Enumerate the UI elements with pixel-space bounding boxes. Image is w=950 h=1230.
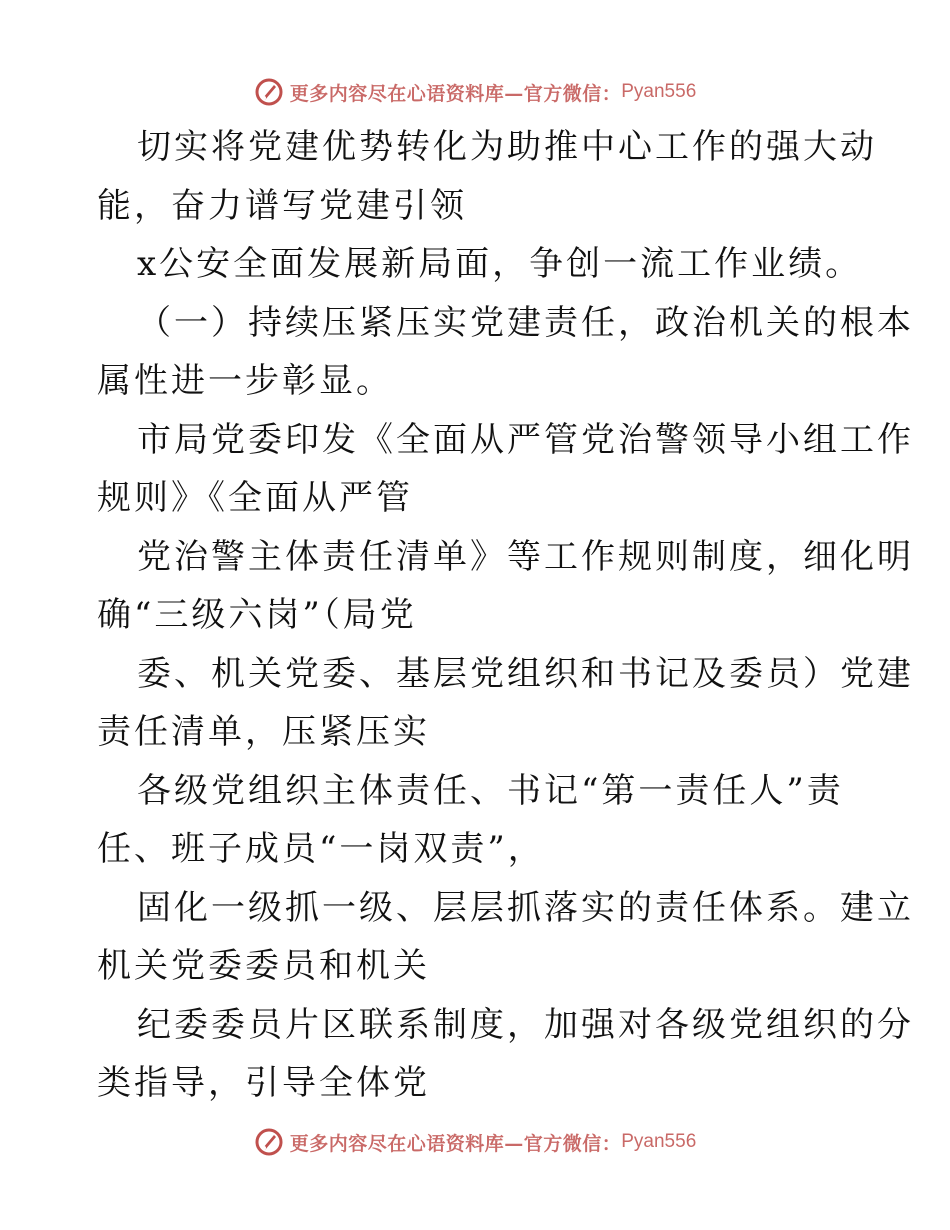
- footer-watermark: [0, 1122, 950, 1162]
- watermark-id: Pyan556: [621, 1131, 697, 1152]
- text-line: 责任清单，压紧压实: [97, 712, 430, 752]
- text-line: 任、班子成员“一岗双责”，: [97, 829, 545, 869]
- text-line: 能，奋力谱写党建引领: [97, 185, 467, 226]
- watermark-text: 更多内容尽在心语资料库—官方微信：: [289, 1132, 622, 1155]
- text-line: 切实将党建优势转化为助推中心工作的强大动: [137, 127, 877, 167]
- text-line: 纪委委员片区联系制度，加强对各级党组织的分: [137, 1004, 914, 1045]
- text-line: 机关党委委员和机关: [97, 946, 430, 986]
- text-line: （一）持续压紧压实党建责任，政治机关的根本: [137, 302, 914, 343]
- document-body: [97, 118, 914, 1113]
- text-line: 委、机关党委、基层党组织和书记及委员）党建: [137, 653, 914, 694]
- text-line: 党治警主体责任清单》等工作规则制度，细化明: [137, 536, 914, 577]
- text-line: 规则》《全面从严管: [97, 478, 413, 518]
- watermark-text: 更多内容尽在心语资料库—官方微信：: [289, 82, 622, 105]
- text-line: 类指导，引导全体党: [97, 1063, 430, 1103]
- watermark-id: Pyan556: [621, 81, 697, 102]
- header-watermark: [0, 72, 950, 112]
- text-line: 各级党组织主体责任、书记“第一责任人”责: [137, 770, 844, 811]
- quill-logo-icon: [254, 1127, 284, 1157]
- text-line: x公安全面发展新局面，争创一流工作业绩。: [137, 244, 863, 284]
- quill-logo-icon: [254, 77, 284, 107]
- text-line: 市局党委印发《全面从严管党治警领导小组工作: [137, 419, 914, 460]
- text-line: 确“三级六岗”（局党: [97, 595, 417, 635]
- text-line: 固化一级抓一级、层层抓落实的责任体系。建立: [137, 887, 914, 928]
- text-line: 属性进一步彰显。: [97, 361, 393, 401]
